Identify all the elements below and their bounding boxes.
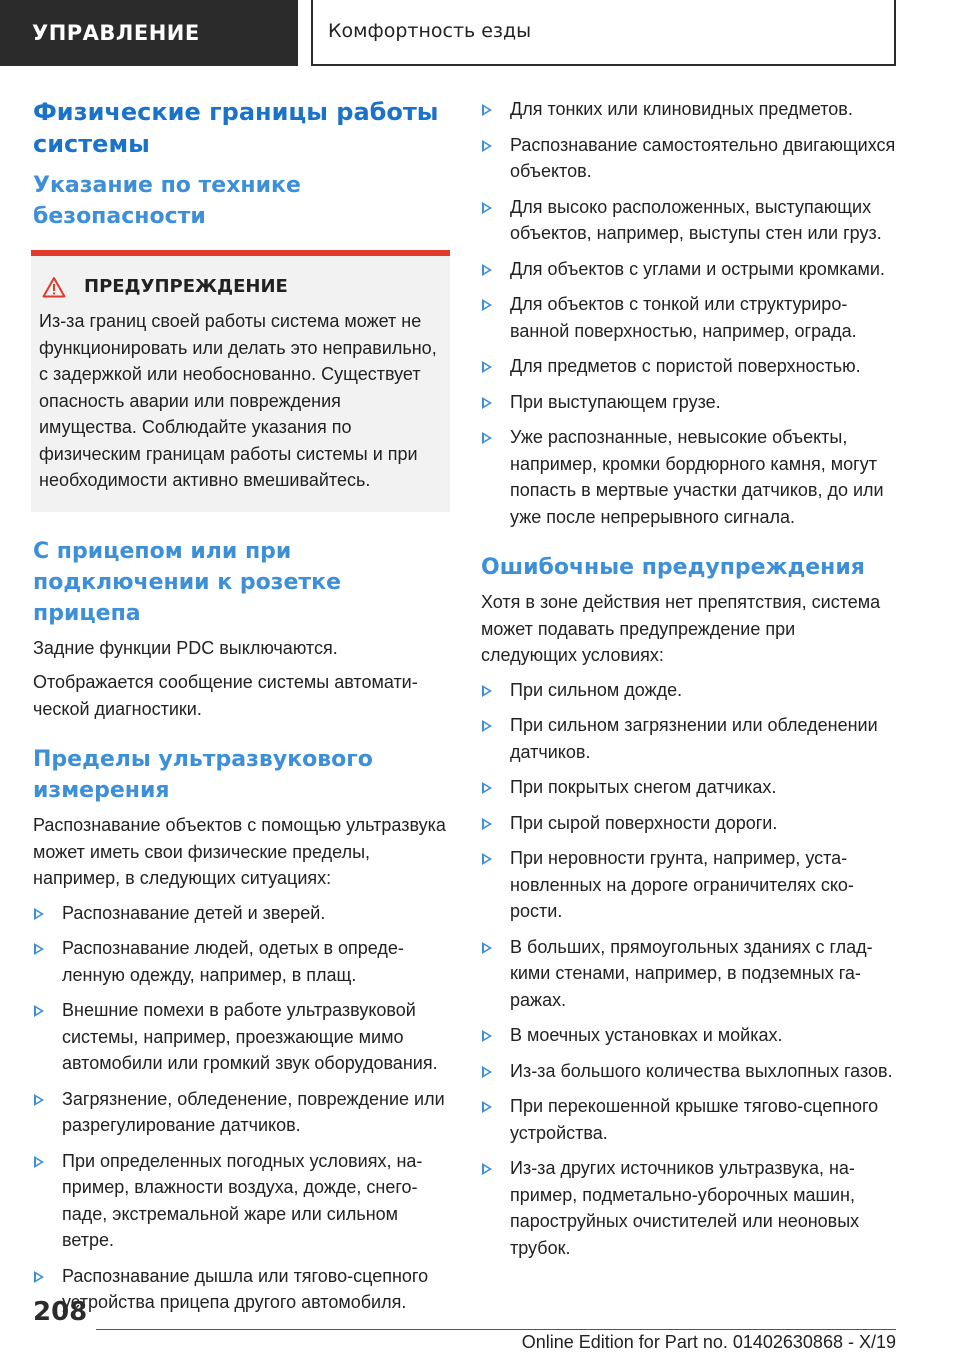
bullet-triangle-icon bbox=[34, 908, 44, 920]
limits-heading: Пределы ультразвукового измерения bbox=[33, 747, 373, 803]
list-item: Распознавание дышла или тягово-сцепного устройства прицепа другого автомобиля. bbox=[33, 1263, 448, 1316]
false-warnings-intro: Хотя в зоне действия нет препятствия, система может подавать предупреждение при следующих условиях: bbox=[481, 592, 881, 665]
warning-triangle-icon bbox=[42, 276, 66, 298]
list-item: При покрытых снегом датчиках. bbox=[481, 774, 896, 801]
bullet-triangle-icon bbox=[482, 1101, 492, 1113]
trailer-paragraph-1: Задние функции PDC выключаются. bbox=[33, 637, 338, 658]
bullet-triangle-icon bbox=[34, 1005, 44, 1017]
list-item: Из-за других источников ультразвука, например, подметально-уборочных машин, пароструйных очистителей или неоновых трубок. bbox=[481, 1155, 896, 1261]
list-item: Распознавание самостоятельно двигающихся объектов. bbox=[481, 132, 896, 185]
false-warnings-list bbox=[481, 677, 896, 1262]
list-item: При выступающем грузе. bbox=[481, 389, 896, 416]
bullet-triangle-icon bbox=[482, 853, 492, 865]
bullet-triangle-icon bbox=[482, 1066, 492, 1078]
page-title: Физические границы работы системы bbox=[33, 98, 439, 158]
false-warnings-heading: Ошибочные предупреждения bbox=[481, 555, 865, 580]
list-item: Распознавание детей и зверей. bbox=[33, 900, 448, 927]
list-item: Для высоко расположенных, выступающих объектов, например, выступы стен или груз. bbox=[481, 194, 896, 247]
list-item: Из-за большого количества выхлопных газов. bbox=[481, 1058, 896, 1085]
list-item: Для тонких или клиновидных предметов. bbox=[481, 96, 896, 123]
list-item: Внешние помехи в работе ультразвуковой системы, например, проезжающие мимо автомобили или громкий звук оборудования. bbox=[33, 997, 448, 1077]
list-item: Уже распознанные, невысокие объекты, например, кромки бордюрного камня, могут попасть в мертвые участки датчиков, до или уже после непрерывного сигнала. bbox=[481, 424, 896, 530]
bullet-triangle-icon bbox=[482, 1030, 492, 1042]
list-item: В моечных установках и мойках. bbox=[481, 1022, 896, 1049]
bullet-triangle-icon bbox=[482, 104, 492, 116]
bullet-triangle-icon bbox=[34, 1271, 44, 1283]
bullet-triangle-icon bbox=[482, 1163, 492, 1175]
bullet-triangle-icon bbox=[482, 685, 492, 697]
list-item: Распознавание людей, одетых в определенную одежду, например, в плащ. bbox=[33, 935, 448, 988]
bullet-triangle-icon bbox=[482, 299, 492, 311]
bullet-triangle-icon bbox=[34, 1094, 44, 1106]
bullet-triangle-icon bbox=[482, 720, 492, 732]
bullet-triangle-icon bbox=[34, 943, 44, 955]
list-item: Для объектов с углами и острыми кромками. bbox=[481, 256, 896, 283]
left-column bbox=[33, 96, 448, 1325]
bullet-triangle-icon bbox=[482, 361, 492, 373]
safety-subtitle: Указание по технике безопасности bbox=[33, 173, 301, 229]
limits-list-continued bbox=[481, 96, 896, 530]
trailer-heading: С прицепом или при подключении к розетке прицепа bbox=[33, 538, 341, 626]
list-item: Для объектов с тонкой или структурированной поверхностью, например, ограда. bbox=[481, 291, 896, 344]
list-item: При сильном загрязнении или обледенении датчиков. bbox=[481, 712, 896, 765]
bullet-triangle-icon bbox=[482, 818, 492, 830]
list-item: При неровности грунта, например, установленных на дороге ограничителях скорости. bbox=[481, 845, 896, 925]
list-item: При определенных погодных условиях, например, влажности воздуха, дожде, снегопаде, экстремальной жаре или сильном ветре. bbox=[33, 1148, 448, 1254]
list-item: Для предметов с пористой поверхностью. bbox=[481, 353, 896, 380]
footer-divider bbox=[96, 1329, 896, 1330]
trailer-paragraph-2: Отображается сообщение системы автоматической диагностики. bbox=[33, 672, 418, 719]
right-column bbox=[481, 96, 896, 1270]
bullet-triangle-icon bbox=[482, 202, 492, 214]
bullet-triangle-icon bbox=[482, 782, 492, 794]
list-item: Загрязнение, обледенение, повреждение или разрегулирование датчиков. bbox=[33, 1086, 448, 1139]
bullet-triangle-icon bbox=[34, 1156, 44, 1168]
warning-header bbox=[42, 274, 442, 300]
list-item: При сильном дожде. bbox=[481, 677, 896, 704]
bullet-triangle-icon bbox=[482, 264, 492, 276]
bullet-triangle-icon bbox=[482, 432, 492, 444]
limits-intro: Распознавание объектов с помощью ультразвука может иметь свои физические пределы, например, в следующих ситуациях: bbox=[33, 815, 446, 888]
warning-text: Из-за границ своей работы система может не функционировать или делать это неправильно, с задержкой или необоснованно. Существует опасность аварии или повреждения имущества. Соблюдайте указания по физическим границам работы системы и при необходимости активно вмешивайтесь. bbox=[39, 311, 437, 490]
footer-edition: Online Edition for Part no. 01402630868 - X/19 bbox=[521, 1332, 896, 1352]
limits-list bbox=[33, 900, 448, 1316]
list-item: При перекошенной крышке тягово-сцепного устройства. bbox=[481, 1093, 896, 1146]
warning-title: ПРЕДУПРЕЖДЕНИЕ bbox=[84, 276, 288, 297]
warning-box bbox=[31, 250, 450, 512]
bullet-triangle-icon bbox=[482, 397, 492, 409]
list-item: В больших, прямоугольных зданиях с гладкими стенами, например, в подземных гаражах. bbox=[481, 934, 896, 1014]
header-chapter-tab: Комфортность езды bbox=[311, 0, 896, 66]
list-item: При сырой поверхности дороги. bbox=[481, 810, 896, 837]
bullet-triangle-icon bbox=[482, 140, 492, 152]
header-section-tab: УПРАВЛЕНИЕ bbox=[0, 0, 298, 66]
page-number: 208 bbox=[33, 1297, 88, 1327]
bullet-triangle-icon bbox=[482, 942, 492, 954]
